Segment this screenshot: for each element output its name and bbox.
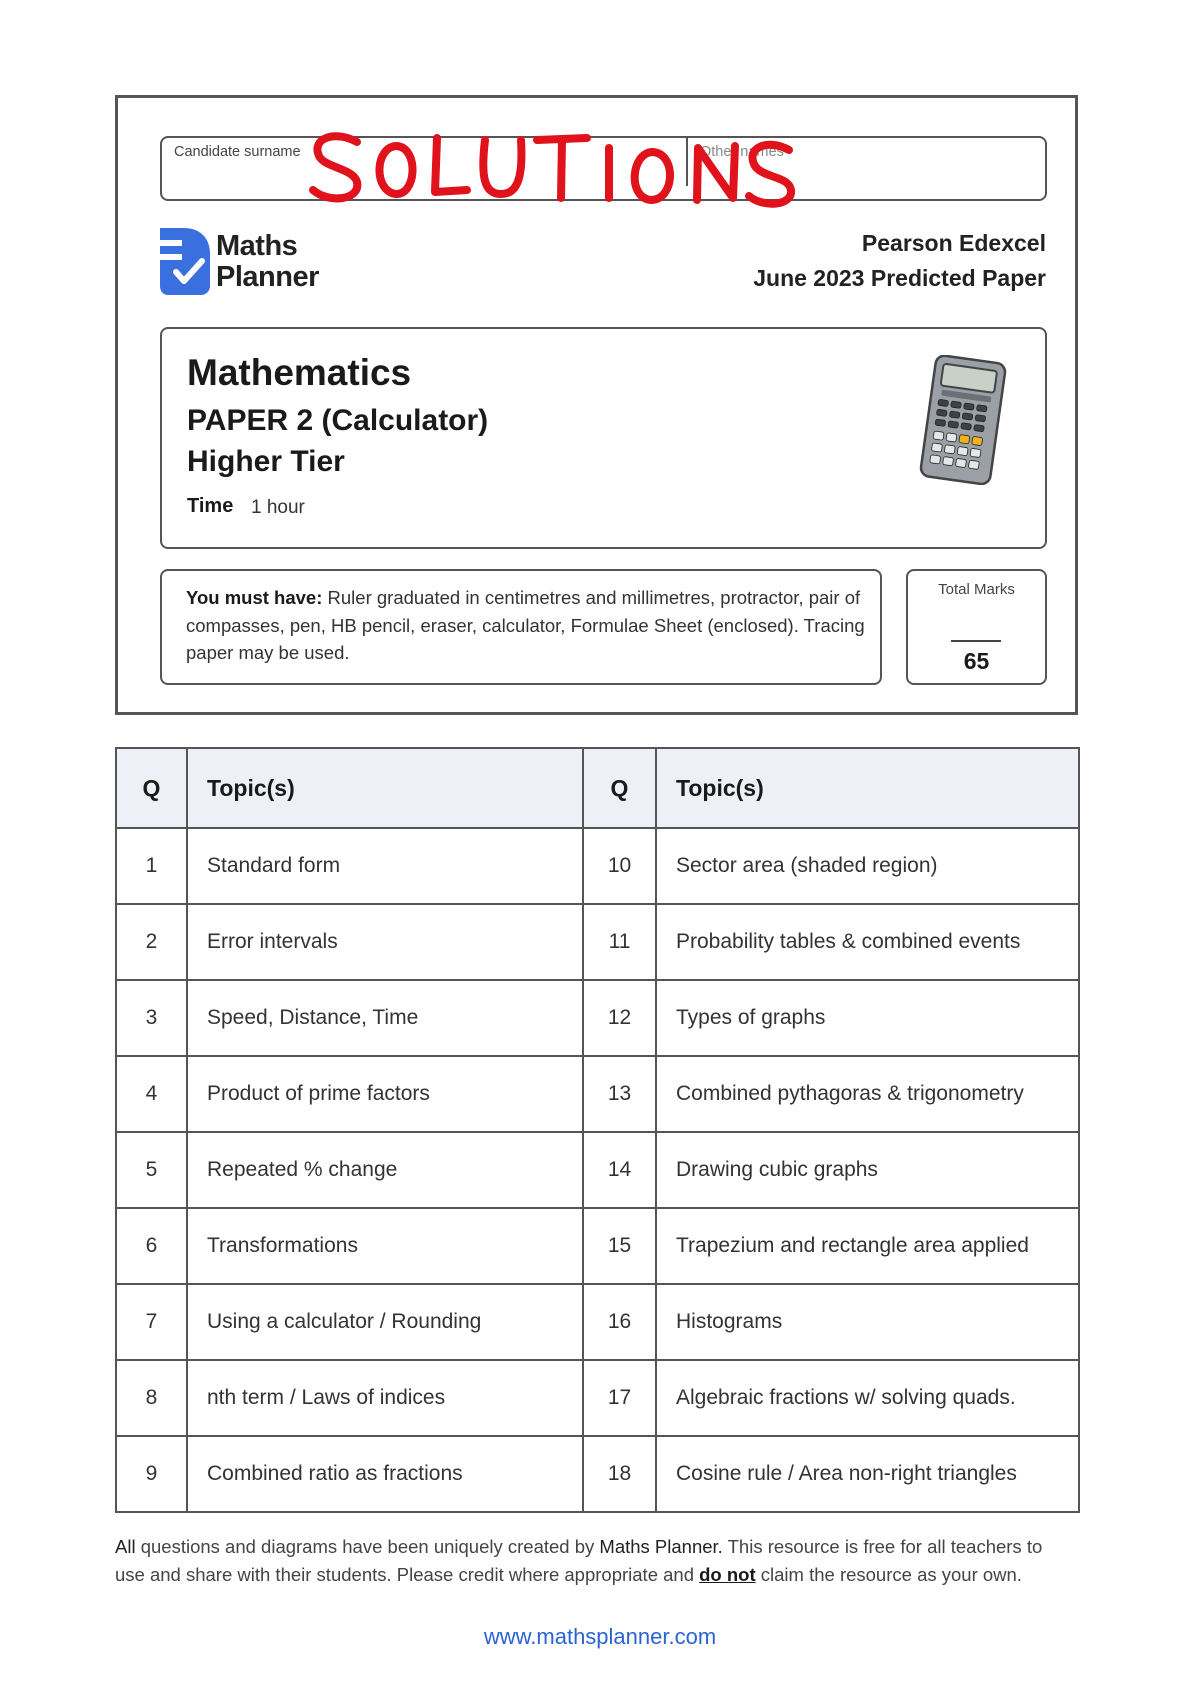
question-number: 13 — [583, 1056, 656, 1132]
question-number: 5 — [116, 1132, 187, 1208]
footer-text-part3: claim the resource as your own. — [755, 1563, 1022, 1585]
footer-all: All — [115, 1536, 136, 1557]
maths-planner-logo-icon — [160, 228, 210, 295]
equipment-list: Ruler graduated in centimetres and millimetres, protractor, pair of compasses, pen, HB pencil, eraser, calculator, Formulae Sheet (enclosed). Tracing paper may be used. — [186, 587, 865, 663]
question-number: 11 — [583, 904, 656, 980]
question-number: 1 — [116, 828, 187, 904]
question-number: 10 — [583, 828, 656, 904]
question-topic: Cosine rule / Area non-right triangles — [656, 1436, 1079, 1512]
equipment-text — [186, 584, 866, 667]
question-topic: Types of graphs — [656, 980, 1079, 1056]
table-row — [116, 1132, 1079, 1208]
question-number: 18 — [583, 1436, 656, 1512]
question-topic: Combined pythagoras & trigonometry — [656, 1056, 1079, 1132]
table-row — [116, 980, 1079, 1056]
table-row — [116, 828, 1079, 904]
table-row — [116, 1436, 1079, 1512]
table-row — [116, 1208, 1079, 1284]
question-topic: Speed, Distance, Time — [187, 980, 583, 1056]
exam-board: Pearson Edexcel — [861, 230, 1046, 256]
solutions-handwritten-stamp — [305, 124, 805, 210]
footer-brand: Maths Planner. — [599, 1536, 723, 1557]
question-topic: Drawing cubic graphs — [656, 1132, 1079, 1208]
paper-name: PAPER 2 (Calculator) — [187, 404, 489, 437]
question-topic: Standard form — [187, 828, 583, 904]
question-number: 2 — [116, 904, 187, 980]
equipment-label: You must have: — [186, 587, 323, 608]
header-q-right: Q — [583, 748, 656, 828]
table-row — [116, 1056, 1079, 1132]
question-number: 6 — [116, 1208, 187, 1284]
question-topic: Combined ratio as fractions — [187, 1436, 583, 1512]
table-header-row — [116, 748, 1079, 828]
question-number: 9 — [116, 1436, 187, 1512]
time-label: Time — [187, 495, 234, 517]
candidate-surname-label: Candidate surname — [174, 144, 301, 160]
question-number: 15 — [583, 1208, 656, 1284]
question-number: 16 — [583, 1284, 656, 1360]
question-topic: Probability tables & combined events — [656, 904, 1079, 980]
website-link[interactable]: www.mathsplanner.com — [483, 1624, 717, 1649]
total-marks-rule — [951, 640, 1001, 642]
question-topic: Repeated % change — [187, 1132, 583, 1208]
question-number: 7 — [116, 1284, 187, 1360]
exam-series: June 2023 Predicted Paper — [753, 265, 1046, 291]
question-topic: Trapezium and rectangle area applied — [656, 1208, 1079, 1284]
header-topic-left: Topic(s) — [187, 748, 583, 828]
question-number: 17 — [583, 1360, 656, 1436]
header-q-left: Q — [116, 748, 187, 828]
question-topic: Histograms — [656, 1284, 1079, 1360]
table-row — [116, 1284, 1079, 1360]
tier-name: Higher Tier — [187, 445, 345, 478]
subject-title: Mathematics — [187, 352, 412, 393]
question-topic: Using a calculator / Rounding — [187, 1284, 583, 1360]
table-row — [116, 1360, 1079, 1436]
calculator-icon — [918, 355, 1010, 485]
question-topic: Sector area (shaded region) — [656, 828, 1079, 904]
question-number: 14 — [583, 1132, 656, 1208]
other-names-label: Other names — [700, 144, 784, 160]
question-number: 12 — [583, 980, 656, 1056]
question-number: 4 — [116, 1056, 187, 1132]
brand-name-line2: Planner — [216, 261, 319, 293]
brand-name-line1: Maths — [216, 230, 298, 262]
footer-do-not: do not — [699, 1563, 756, 1585]
question-topic: Transformations — [187, 1208, 583, 1284]
footer-text-part2: This resource is free for all teachers to use and share with their students. Please credit where appropriate and — [115, 1536, 1043, 1585]
total-marks-value: 65 — [963, 648, 990, 674]
question-topic: Product of prime factors — [187, 1056, 583, 1132]
total-marks-label: Total Marks — [938, 581, 1015, 598]
footer-text-part1: questions and diagrams have been uniquely created by — [135, 1536, 600, 1557]
table-row — [116, 904, 1079, 980]
footer-notice — [115, 1533, 1075, 1588]
topics-table — [115, 747, 1080, 1513]
question-topic: Algebraic fractions w/ solving quads. — [656, 1360, 1079, 1436]
header-topic-right: Topic(s) — [656, 748, 1079, 828]
question-topic: Error intervals — [187, 904, 583, 980]
time-value: 1 hour — [251, 497, 305, 518]
question-number: 3 — [116, 980, 187, 1056]
question-topic: nth term / Laws of indices — [187, 1360, 583, 1436]
question-number: 8 — [116, 1360, 187, 1436]
